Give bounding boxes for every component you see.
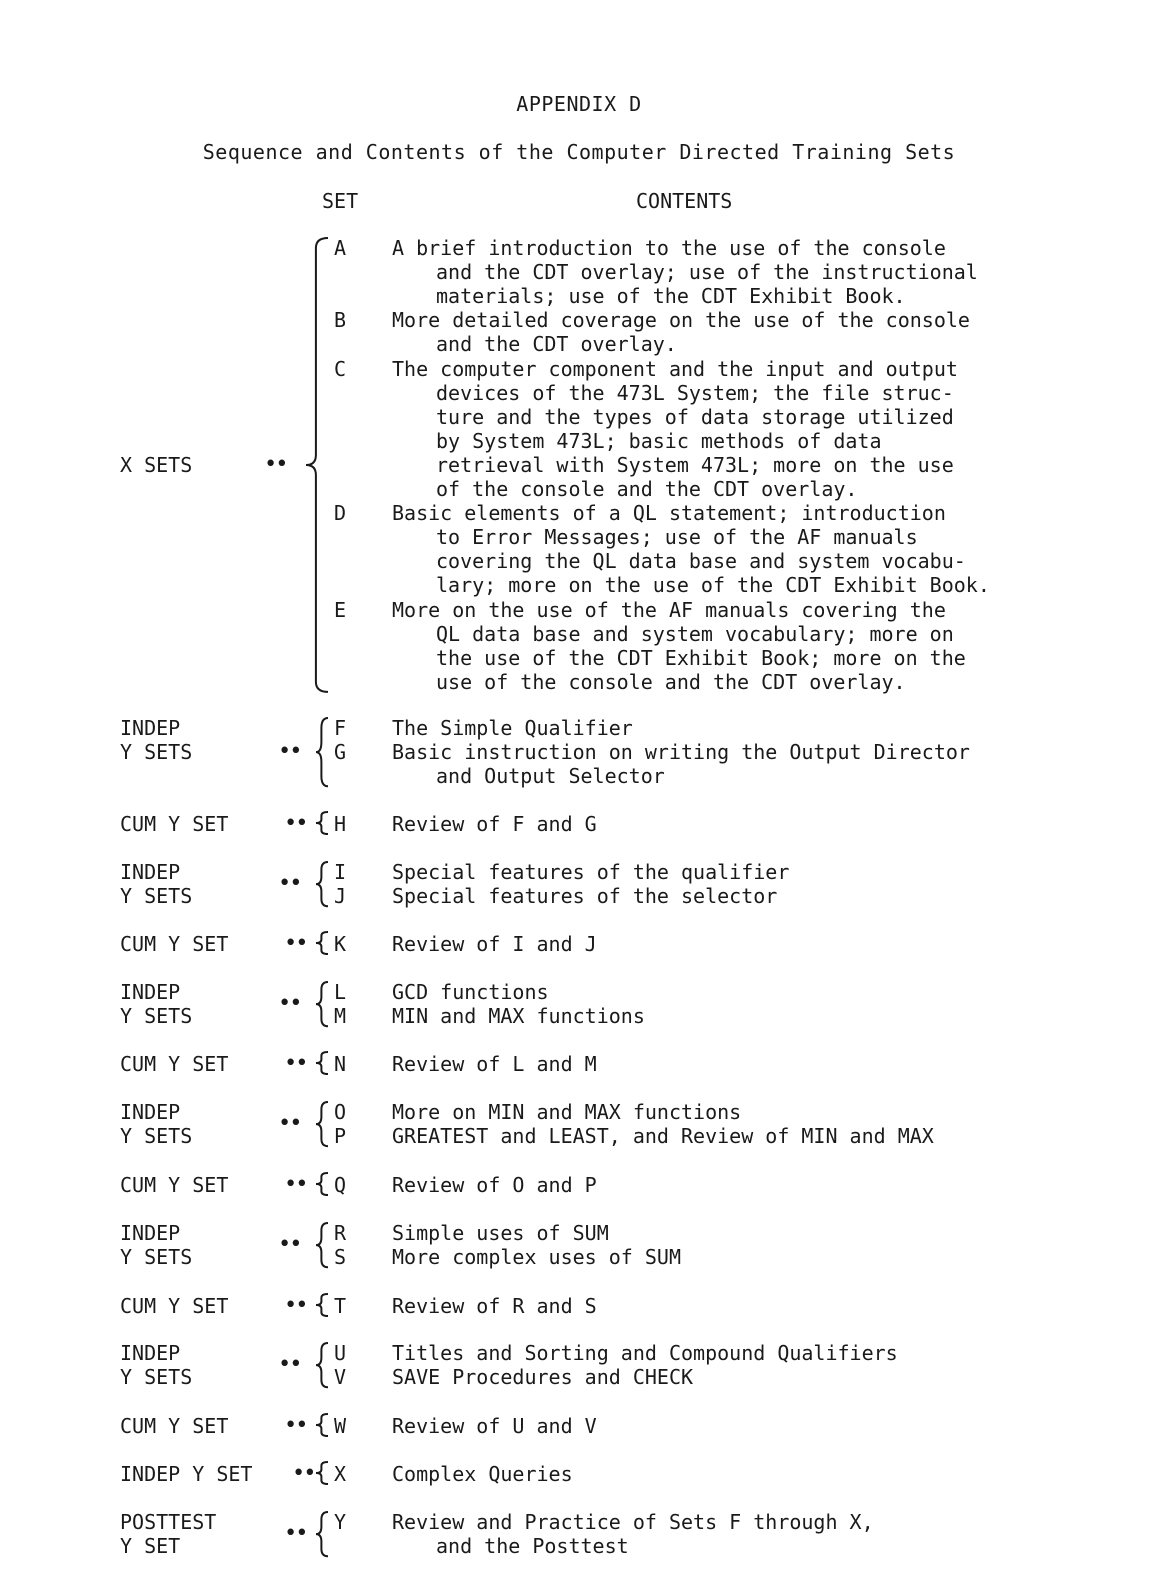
group-brace [316,1173,330,1197]
brace-path [316,932,328,954]
brace-path [316,812,328,834]
leader-dots: •• [284,1172,307,1197]
set-group [0,1052,1176,1076]
set-description-line: the use of the CDT Exhibit Book; more on the [436,645,966,670]
group-label: Y SETS [120,884,193,909]
set-letter: B [334,308,347,333]
set-letter: K [334,932,347,956]
group-label: X SETS [120,452,193,477]
set-description-line: Special features of the selector [392,884,778,909]
set-description-line: to Error Messages; use of the AF manuals [436,525,918,550]
brace-path [316,1512,328,1556]
set-description-line: and the Posttest [436,1534,629,1559]
brace-path [316,718,328,786]
leader-dots: •• [278,739,301,765]
group-brace [306,238,330,694]
set-letter: S [334,1245,347,1270]
set-group [0,932,1176,956]
set-letter: V [334,1365,347,1390]
set-letter: U [334,1341,347,1365]
set-description-line: lary; more on the use of the CDT Exhibit Book. [436,573,990,598]
page-title: Sequence and Contents of the Computer Directed Training Sets [202,140,956,164]
group-label: INDEP [120,1221,181,1245]
set-letter: E [334,597,347,622]
set-group [0,1173,1176,1197]
leader-dots: •• [278,1111,301,1137]
leader-dots: •• [264,451,287,477]
set-letter: O [334,1100,347,1124]
group-label: CUM Y SET [120,1294,229,1318]
set-description-line: Review of I and J [392,932,597,956]
group-label: CUM Y SET [120,932,229,956]
set-description-line: and the CDT overlay. [436,332,677,357]
group-label: CUM Y SET [120,1414,229,1438]
set-letter: I [334,860,347,884]
leader-dots: •• [284,1521,307,1547]
set-description-line: materials; use of the CDT Exhibit Book. [436,284,906,309]
set-description-line: More detailed coverage on the use of the console [392,308,970,333]
set-letter: G [334,740,347,765]
set-letter: C [334,356,347,381]
brace-path [306,238,328,692]
set-group [0,1100,1176,1148]
brace-path [316,1102,328,1146]
brace-path [316,862,328,906]
set-letter: J [334,884,347,909]
set-description-line: More on MIN and MAX functions [392,1100,742,1124]
set-group [0,1294,1176,1318]
set-description-line: and Output Selector [436,764,665,789]
set-description-line: Review of L and M [392,1052,597,1076]
set-description-line: QL data base and system vocabulary; more on [436,621,954,646]
group-brace [316,1414,330,1438]
leader-dots: •• [278,991,301,1017]
set-description-line: Review of U and V [392,1414,597,1438]
set-letter: R [334,1221,347,1245]
set-column-header: SET [322,189,359,213]
set-letter: Y [334,1510,347,1534]
group-brace [316,812,330,836]
set-letter: A [334,236,347,260]
set-description-line: retrieval with System 473L; more on the use [436,452,954,477]
set-description-line: Complex Queries [392,1462,573,1486]
set-letter: H [334,812,347,836]
set-description-line: SAVE Procedures and CHECK [392,1365,694,1390]
leader-dots: •• [278,1352,301,1378]
set-group [0,1510,1176,1558]
set-letter: L [334,980,347,1004]
brace-path [316,1414,328,1436]
group-label: CUM Y SET [120,812,229,836]
appendix-heading: APPENDIX D [516,92,642,116]
set-description-line: The Simple Qualifier [392,716,633,740]
set-letter: N [334,1052,347,1076]
set-description-line: and the CDT overlay; use of the instructional [436,260,978,285]
group-brace [316,1294,330,1318]
brace-path [316,1343,328,1387]
group-brace [316,1343,330,1389]
leader-dots: •• [284,1293,307,1318]
brace-path [316,1052,328,1074]
contents-column-header: CONTENTS [636,189,733,213]
group-label: INDEP [120,980,181,1004]
group-brace [316,1052,330,1076]
group-brace [316,982,330,1028]
group-brace [316,718,330,788]
set-description-line: A brief introduction to the use of the console [392,236,946,260]
set-description-line: Titles and Sorting and Compound Qualifiers [392,1341,898,1365]
set-group [0,716,1176,788]
set-description-line: devices of the 473L System; the file struc- [436,380,954,405]
set-description-line: Review of O and P [392,1173,597,1197]
group-label: Y SETS [120,1245,193,1270]
set-letter: M [334,1004,347,1029]
set-letter: W [334,1414,347,1438]
group-brace [316,932,330,956]
brace-path [316,1294,328,1316]
set-description-line: MIN and MAX functions [392,1004,645,1029]
set-description-line: use of the console and the CDT overlay. [436,669,906,694]
brace-path [316,982,328,1026]
set-description-line: More on the use of the AF manuals covering the [392,597,946,622]
group-brace [316,1223,330,1269]
group-label: INDEP Y SET [120,1462,253,1486]
set-description-line: Review of F and G [392,812,597,836]
leader-dots: •• [278,1232,301,1258]
group-label: CUM Y SET [120,1173,229,1197]
leader-dots: •• [278,871,301,897]
set-description-line: GREATEST and LEAST, and Review of MIN and MAX [392,1124,934,1149]
set-group [0,1462,1176,1486]
leader-dots: •• [284,1413,307,1438]
group-label: Y SETS [120,1365,193,1390]
set-letter: P [334,1124,347,1149]
group-label: POSTTEST [120,1510,217,1534]
leader-dots: •• [292,1461,315,1486]
set-group [0,860,1176,908]
group-brace [316,862,330,908]
set-letter: Q [334,1173,347,1197]
set-group [0,1221,1176,1269]
group-label: Y SETS [120,740,193,765]
set-group [0,1341,1176,1389]
brace-path [316,1462,328,1484]
set-letter: D [334,501,347,526]
set-letter: F [334,716,347,740]
leader-dots: •• [284,1051,307,1076]
set-description-line: Basic elements of a QL statement; introduction [392,501,946,526]
brace-path [316,1223,328,1267]
set-group [0,236,1176,694]
leader-dots: •• [284,811,307,836]
group-brace [316,1462,330,1486]
set-description-line: More complex uses of SUM [392,1245,681,1270]
set-group [0,980,1176,1028]
group-label: Y SET [120,1534,181,1559]
set-letter: T [334,1294,347,1318]
group-label: INDEP [120,860,181,884]
set-description-line: Simple uses of SUM [392,1221,609,1245]
group-label: Y SETS [120,1004,193,1029]
group-brace [316,1102,330,1148]
set-description-line: Special features of the qualifier [392,860,790,884]
set-description-line: Review of R and S [392,1294,597,1318]
set-description-line: ture and the types of data storage utilized [436,404,954,429]
set-description-line: The computer component and the input and output [392,356,958,381]
set-description-line: of the console and the CDT overlay. [436,477,858,501]
set-letter: X [334,1462,347,1486]
group-label: INDEP [120,716,181,740]
set-description-line: covering the QL data base and system vocabu- [436,549,966,574]
group-label: Y SETS [120,1124,193,1149]
leader-dots: •• [284,931,307,956]
group-label: CUM Y SET [120,1052,229,1076]
set-description-line: by System 473L; basic methods of data [436,428,882,453]
set-group [0,1414,1176,1438]
set-group [0,812,1176,836]
group-label: INDEP [120,1100,181,1124]
set-description-line: GCD functions [392,980,549,1004]
group-brace [316,1512,330,1558]
set-description-line: Basic instruction on writing the Output Director [392,740,970,765]
group-label: INDEP [120,1341,181,1365]
set-description-line: Review and Practice of Sets F through X, [392,1510,874,1534]
brace-path [316,1173,328,1195]
